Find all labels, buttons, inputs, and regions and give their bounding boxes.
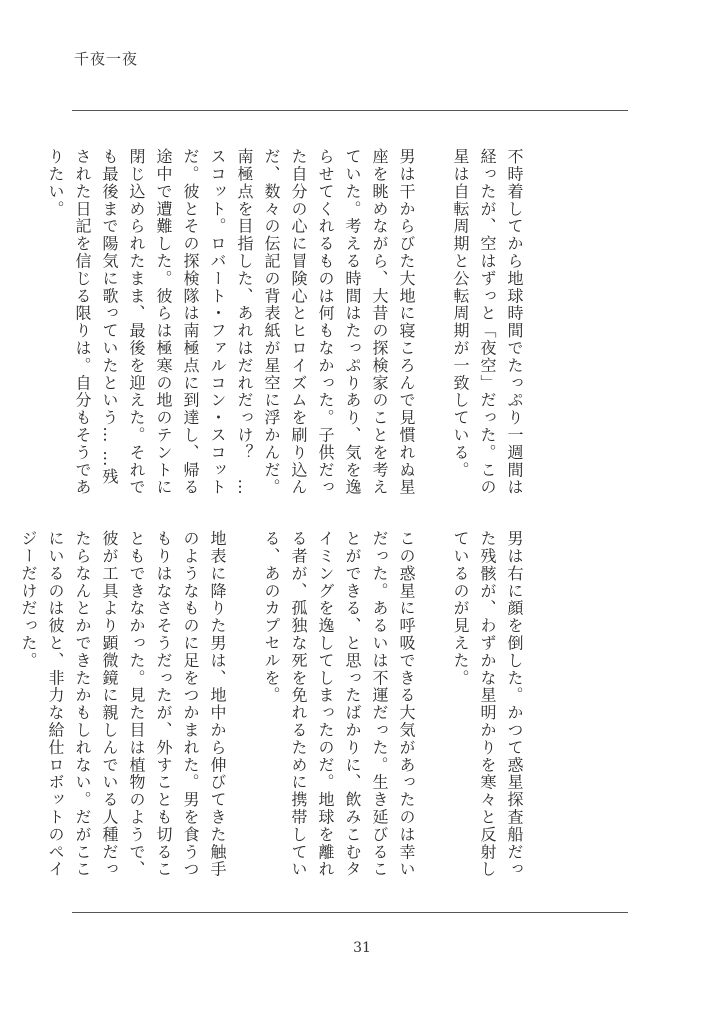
paragraph: 不時着してから地球時間でたっぷり一週間は経ったが、空はずっと「夜空」だった。この星は自転周期と公転周期が一致している。 [451,148,524,496]
page-number: 31 [353,940,371,956]
paragraph-gap [420,148,447,500]
running-header: 千夜一夜 [74,50,139,68]
text-block-lower [19,530,528,882]
paragraph: 男は干からびた大地に寝ころんで見慣れぬ星座を眺めながら、大昔の探検家のことを考えていた。考える時間はたっぷりあり、気を逸らせてくれるものは何もなかった。子供だった自分の心に冒険心とヒロイズムを刷り込んだ、数々の伝記の背表紙が星空に浮かんだ。南極点を目指した、あれはだれだっけ？ …スコット。ロバート・ファルコン・スコットだ。彼とその探検隊は南極点に到達し、帰る途中で遭難した。彼らは極寒の地のテントに閉じ込められたまま、最後を迎えた。それでも最後まで陽気に歌っていたという… [100,148,416,496]
paragraph: 地表に降りた男は、地中から伸びてきた触手のようなものに足をつかまれた。男を食うつもりはなさそうだったが、外すことも切ることもできなかった。見た目は植物のようで、彼が工具より顕微鏡に親しんでいる人種だったらなんとかできたかもしれない。だがここにいるのは彼と、非力な給仕ロボットのペイジーだけだった。 [19,530,227,878]
text-block-upper [46,148,528,500]
paragraph: 男は右に顔を倒した。かつて惑星探査船だった残骸が、わずかな星明かりを寒々と反射しているのが見えた。 [451,530,524,878]
top-rule [72,110,628,111]
paragraph-gap [0,530,15,882]
paragraph: …残された日記を信じる限りは。自分もそうでありたい。 [46,148,119,496]
paragraph-gap [420,530,447,882]
paragraph-gap [231,530,258,882]
paragraph: この惑星に呼吸できる大気があったのは幸いだった。あるいは不運だった。生き延びることができる、と思ったばかりに、飲みこむタイミングを逸してしまったのだ。地球を離れる者が、孤独な死を免れるために携帯している、あのカプセルを。 [262,530,416,878]
bottom-rule [72,912,628,913]
